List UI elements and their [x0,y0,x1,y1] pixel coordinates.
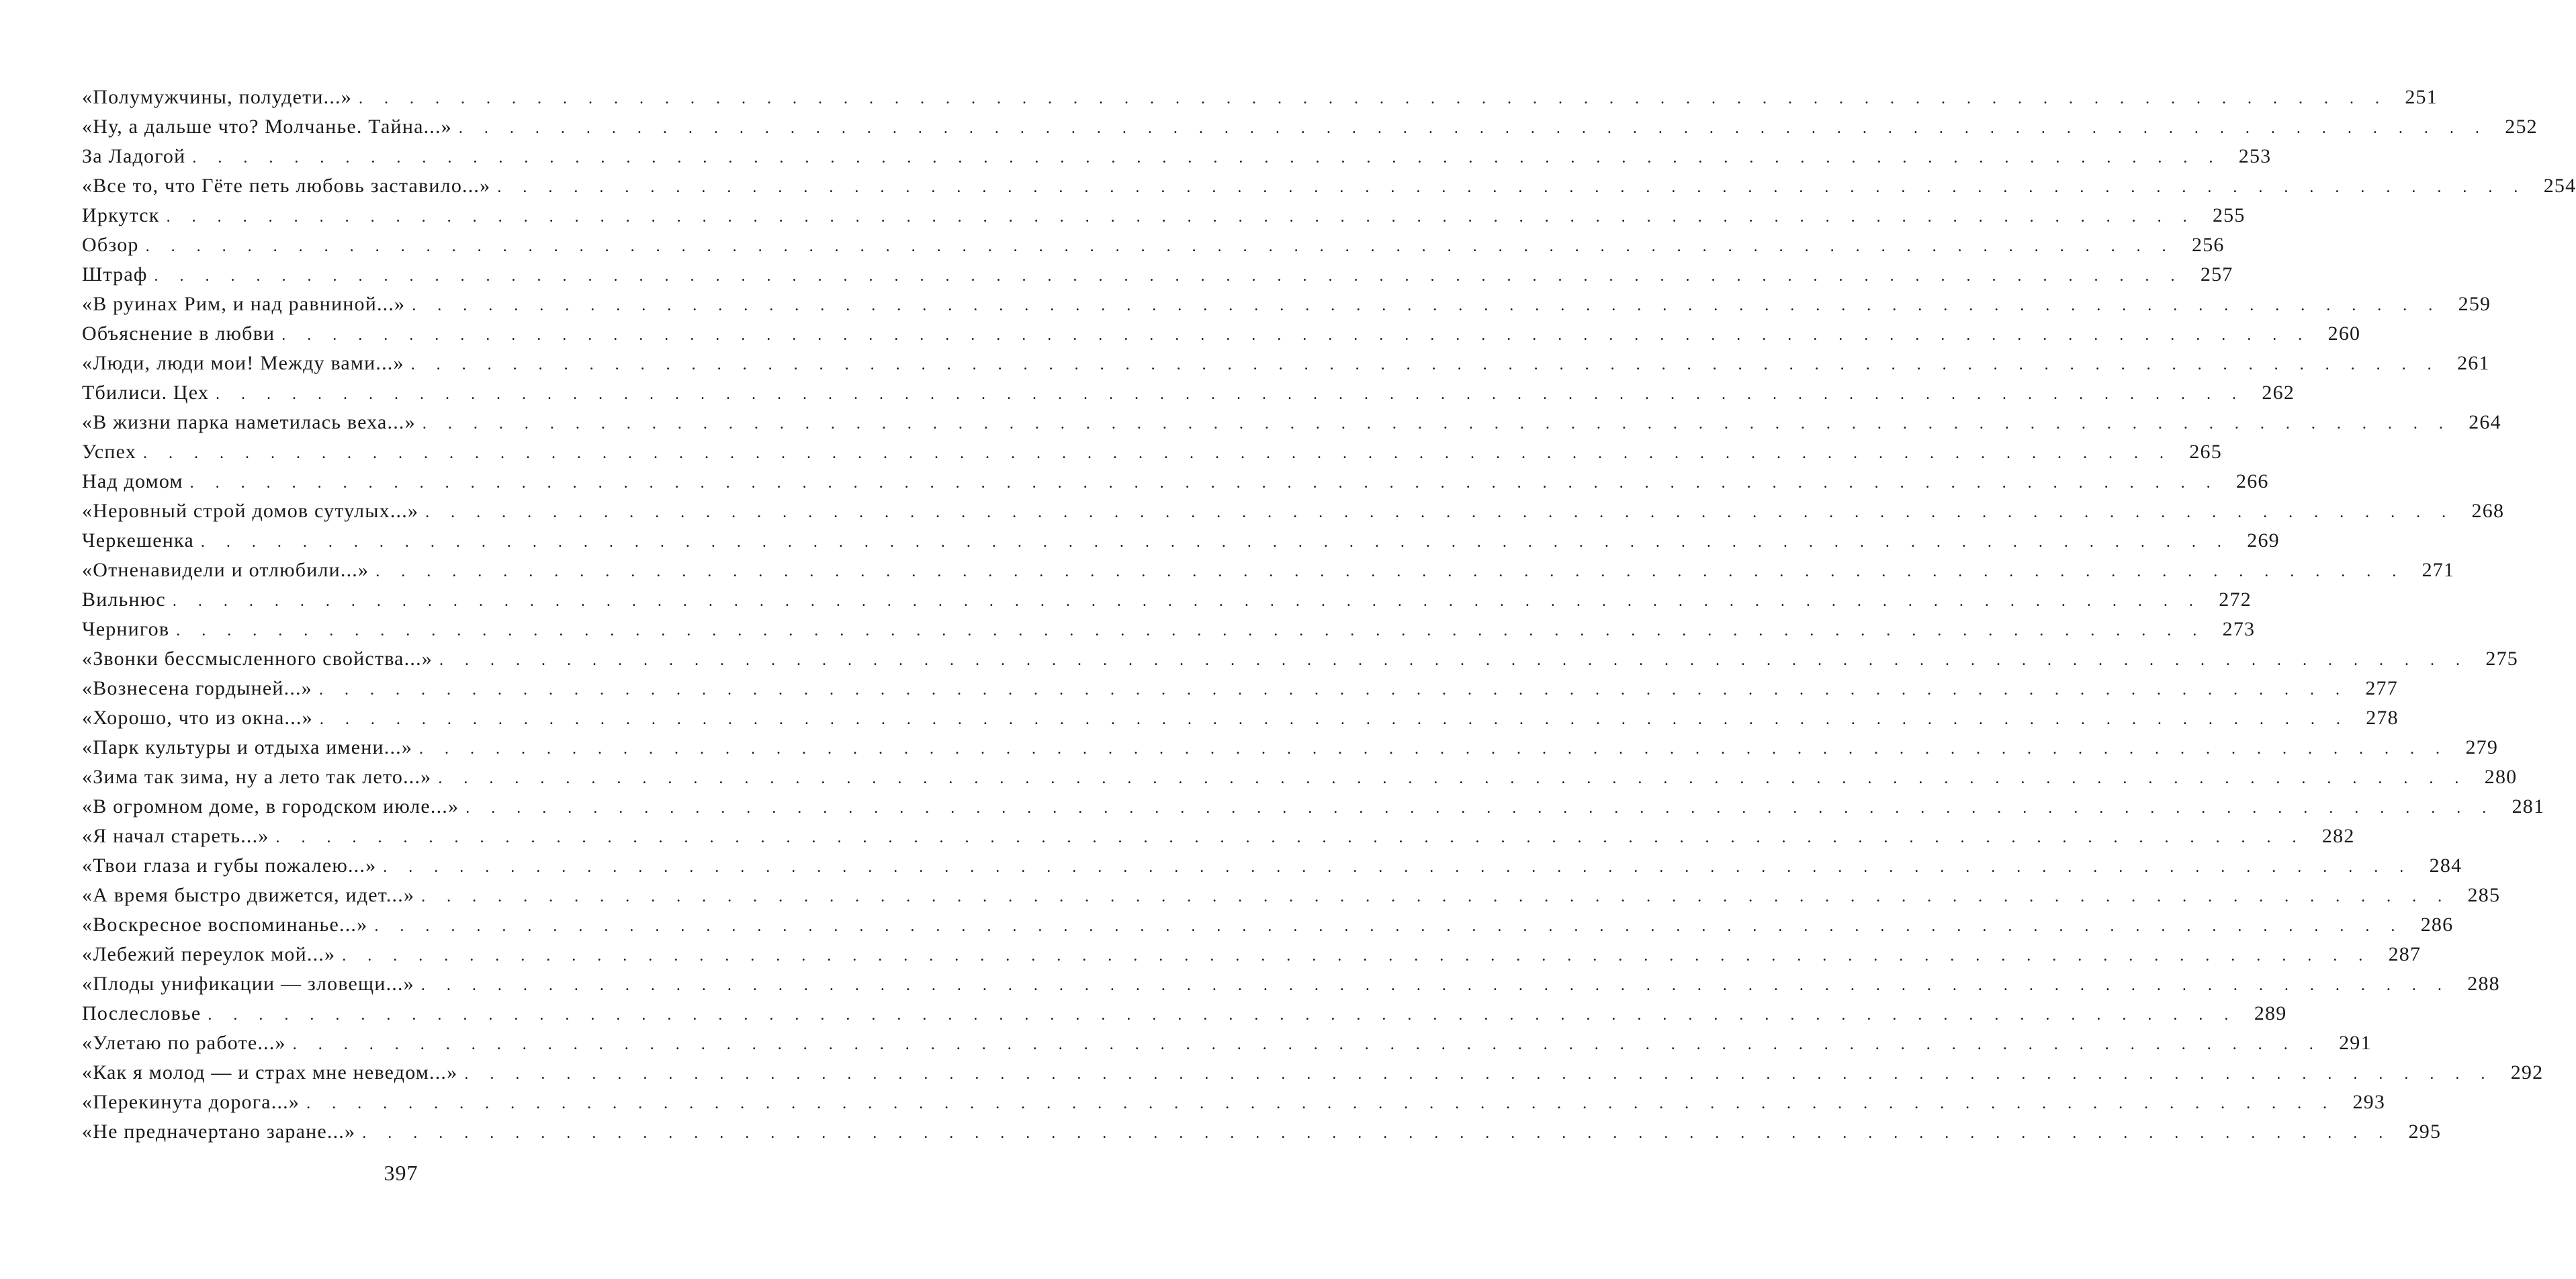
toc-entry-page: 293 [2352,1091,2386,1113]
toc-entry [82,825,2355,854]
toc-entry-title: «Все то, что Гёте петь любовь заставило...» [82,175,491,197]
dot-leader: . . . . . . . . . . . . . . . . . . . . . . . . . . . . . . . . . . . . . . . . . . . . . . . . . . . . . . . . . . . . . . . . . . . . . . . . . . . . . . . . [142,445,2172,462]
dot-leader: . . . . . . . . . . . . . . . . . . . . . . . . . . . . . . . . . . . . . . . . . . . . . . . . . . . . . . . . . . . . . . . . . . . . . . . . . . . . . . . . [306,1095,2336,1112]
toc-entry-page: 282 [2321,825,2355,847]
toc-entry [82,588,2252,618]
toc-entry-title: «Парк культуры и отдыха имени...» [82,736,413,758]
dot-leader: . . . . . . . . . . . . . . . . . . . . . . . . . . . . . . . . . . . . . . . . . . . . . . . . . . . . . . . . . . . . . . . . . . . . . . . . . . . . . . . . [458,120,2488,137]
toc-entry-title: Успех [82,441,136,463]
table-of-contents [82,86,2576,1150]
toc-entry-title: «А время быстро движется, идет...» [82,884,415,906]
dot-leader: . . . . . . . . . . . . . . . . . . . . . . . . . . . . . . . . . . . . . . . . . . . . . . . . . . . . . . . . . . . . . . . . . . . . . . . . . . . . . . . . [375,563,2405,580]
toc-entry [82,1061,2544,1091]
dot-leader: . . . . . . . . . . . . . . . . . . . . . . . . . . . . . . . . . . . . . . . . . . . . . . . . . . . . . . . . . . . . . . . . . . . . . . . . . . . . . . . . [318,681,2348,699]
toc-entry [82,293,2491,322]
toc-entry [82,766,2518,795]
toc-entry-title: «Зима так зима, ну а лето так лето...» [82,766,432,788]
toc-entry [82,618,2256,648]
toc-entry [82,707,2399,736]
dot-leader: . . . . . . . . . . . . . . . . . . . . . . . . . . . . . . . . . . . . . . . . . . . . . . . . . . . . . . . . . . . . . . . . . . . . . . . . . . . . . . . . [419,740,2449,758]
toc-entry [82,411,2501,441]
toc-entry [82,441,2222,470]
toc-entry-page: 277 [2365,677,2398,699]
toc-entry-page: 264 [2469,411,2501,433]
toc-entry-title: «Воскресное воспоминанье...» [82,914,368,936]
toc-entry-page: 286 [2420,914,2454,936]
toc-entry [82,1091,2386,1120]
toc-entry-page: 265 [2189,441,2222,463]
dot-leader: . . . . . . . . . . . . . . . . . . . . . . . . . . . . . . . . . . . . . . . . . . . . . . . . . . . . . . . . . . . . . . . . . . . . . . . . . . . . . . . . [464,1065,2494,1083]
dot-leader: . . . . . . . . . . . . . . . . . . . . . . . . . . . . . . . . . . . . . . . . . . . . . . . . . . . . . . . . . . . . . . . . . . . . . . . . . . . . . . . . [145,238,2175,255]
dot-leader: . . . . . . . . . . . . . . . . . . . . . . . . . . . . . . . . . . . . . . . . . . . . . . . . . . . . . . . . . . . . . . . . . . . . . . . . . . . . . . . . [425,504,2455,521]
toc-entry-title: Обзор [82,234,139,256]
dot-leader: . . . . . . . . . . . . . . . . . . . . . . . . . . . . . . . . . . . . . . . . . . . . . . . . . . . . . . . . . . . . . . . . . . . . . . . . . . . . . . . . [319,711,2349,728]
dot-leader: . . . . . . . . . . . . . . . . . . . . . . . . . . . . . . . . . . . . . . . . . . . . . . . . . . . . . . . . . . . . . . . . . . . . . . . . . . . . . . . . [383,858,2413,876]
toc-entry-page: 288 [2467,973,2500,995]
toc-entry-page: 279 [2465,736,2499,758]
toc-entry-title: «Звонки бессмысленного свойства...» [82,648,433,670]
toc-entry-title: Послесловье [82,1002,202,1024]
dot-leader: . . . . . . . . . . . . . . . . . . . . . . . . . . . . . . . . . . . . . . . . . . . . . . . . . . . . . . . . . . . . . . . . . . . . . . . . . . . . . . . . [189,474,2219,492]
toc-entry [82,322,2361,352]
dot-leader: . . . . . . . . . . . . . . . . . . . . . . . . . . . . . . . . . . . . . . . . . . . . . . . . . . . . . . . . . . . . . . . . . . . . . . . . . . . . . . . . [281,326,2311,344]
toc-entry-title: «Не предначертано заране...» [82,1120,356,1143]
toc-entry-page: 278 [2366,707,2399,729]
toc-entry-page: 280 [2484,766,2518,788]
toc-entry-page: 261 [2457,352,2490,374]
toc-entry-title: «Твои глаза и губы пожалею...» [82,854,377,877]
dot-leader: . . . . . . . . . . . . . . . . . . . . . . . . . . . . . . . . . . . . . . . . . . . . . . . . . . . . . . . . . . . . . . . . . . . . . . . . . . . . . . . . [166,208,2196,226]
toc-entry [82,86,2438,116]
toc-entry-title: «В руинах Рим, и над равниной...» [82,293,406,315]
toc-entry-title: «Ну, а дальше что? Молчанье. Тайна...» [82,116,452,138]
dot-leader: . . . . . . . . . . . . . . . . . . . . . . . . . . . . . . . . . . . . . . . . . . . . . . . . . . . . . . . . . . . . . . . . . . . . . . . . . . . . . . . . [438,770,2468,787]
toc-entry-title: Штраф [82,263,148,285]
toc-entry-title: Объяснение в любви [82,322,275,345]
toc-entry [82,500,2505,529]
dot-leader: . . . . . . . . . . . . . . . . . . . . . . . . . . . . . . . . . . . . . . . . . . . . . . . . . . . . . . . . . . . . . . . . . . . . . . . . . . . . . . . . [422,415,2452,433]
toc-entry [82,529,2280,559]
toc-entry [82,382,2295,411]
toc-entry [82,1002,2287,1032]
toc-entry [82,559,2455,588]
toc-entry-page: 272 [2219,588,2252,611]
toc-entry [82,943,2422,973]
toc-entry [82,736,2499,766]
toc-entry-page: 260 [2327,322,2361,345]
dot-leader: . . . . . . . . . . . . . . . . . . . . . . . . . . . . . . . . . . . . . . . . . . . . . . . . . . . . . . . . . . . . . . . . . . . . . . . . . . . . . . . . [465,799,2495,817]
toc-entry-title: «Как я молод — и страх мне неведом...» [82,1061,458,1084]
toc-entry-page: 273 [2222,618,2256,640]
toc-entry [82,973,2500,1002]
toc-entry [82,914,2454,943]
toc-entry-title: Тбилиси. Цех [82,382,210,404]
toc-entry-title: «Вознесена гордыней...» [82,677,312,699]
toc-entry [82,204,2246,234]
toc-entry-page: 271 [2422,559,2455,581]
dot-leader: . . . . . . . . . . . . . . . . . . . . . . . . . . . . . . . . . . . . . . . . . . . . . . . . . . . . . . . . . . . . . . . . . . . . . . . . . . . . . . . . [172,592,2202,610]
toc-entry-page: 295 [2408,1120,2442,1143]
toc-entry [82,175,2576,204]
toc-entry-page: 252 [2505,116,2538,138]
toc-entry-page: 255 [2212,204,2246,226]
toc-entry [82,677,2398,707]
toc-entry [82,648,2518,677]
toc-entry-title: «Плоды унификации — зловещи...» [82,973,414,995]
toc-entry [82,263,2233,293]
toc-entry [82,854,2462,884]
toc-entry-title: «Перекинута дорога...» [82,1091,300,1113]
toc-entry-title: «Лебежий переулок мой...» [82,943,336,965]
toc-entry-title: За Ладогой [82,145,186,167]
toc-entry-page: 281 [2512,795,2545,818]
dot-leader: . . . . . . . . . . . . . . . . . . . . . . . . . . . . . . . . . . . . . . . . . . . . . . . . . . . . . . . . . . . . . . . . . . . . . . . . . . . . . . . . [176,622,2206,640]
dot-leader: . . . . . . . . . . . . . . . . . . . . . . . . . . . . . . . . . . . . . . . . . . . . . . . . . . . . . . . . . . . . . . . . . . . . . . . . . . . . . . . . [362,1124,2392,1142]
toc-entry-page: 259 [2458,293,2491,315]
toc-entry-page: 262 [2262,382,2295,404]
dot-leader: . . . . . . . . . . . . . . . . . . . . . . . . . . . . . . . . . . . . . . . . . . . . . . . . . . . . . . . . . . . . . . . . . . . . . . . . . . . . . . . . [358,90,2388,107]
dot-leader: . . . . . . . . . . . . . . . . . . . . . . . . . . . . . . . . . . . . . . . . . . . . . . . . . . . . . . . . . . . . . . . . . . . . . . . . . . . . . . . . [497,179,2527,196]
toc-entry-page: 292 [2510,1061,2544,1084]
dot-leader: . . . . . . . . . . . . . . . . . . . . . . . . . . . . . . . . . . . . . . . . . . . . . . . . . . . . . . . . . . . . . . . . . . . . . . . . . . . . . . . . [208,1006,2237,1024]
toc-entry-page: 269 [2247,529,2280,552]
toc-entry-title: «Улетаю по работе...» [82,1032,286,1054]
toc-entry-page: 257 [2200,263,2233,285]
toc-entry-page: 275 [2485,648,2518,670]
dot-leader: . . . . . . . . . . . . . . . . . . . . . . . . . . . . . . . . . . . . . . . . . . . . . . . . . . . . . . . . . . . . . . . . . . . . . . . . . . . . . . . . [154,267,2184,285]
toc-entry [82,145,2272,175]
toc-entry-page: 254 [2543,175,2576,197]
toc-entry-page: 285 [2467,884,2501,906]
toc-entry-title: Над домом [82,470,183,492]
dot-leader: . . . . . . . . . . . . . . . . . . . . . . . . . . . . . . . . . . . . . . . . . . . . . . . . . . . . . . . . . . . . . . . . . . . . . . . . . . . . . . . . [410,356,2440,373]
toc-entry-page: 253 [2238,145,2272,167]
dot-leader: . . . . . . . . . . . . . . . . . . . . . . . . . . . . . . . . . . . . . . . . . . . . . . . . . . . . . . . . . . . . . . . . . . . . . . . . . . . . . . . . [421,888,2451,906]
toc-entry-page: 287 [2388,943,2422,965]
toc-entry-title: «Неровный строй домов сутулых...» [82,500,419,522]
toc-entry-title: Чернигов [82,618,170,640]
toc-entry [82,884,2501,914]
toc-entry-page: 289 [2254,1002,2287,1024]
dot-leader: . . . . . . . . . . . . . . . . . . . . . . . . . . . . . . . . . . . . . . . . . . . . . . . . . . . . . . . . . . . . . . . . . . . . . . . . . . . . . . . . [439,652,2469,669]
toc-entry-title: «Люди, люди мои! Между вами...» [82,352,404,374]
toc-entry [82,795,2545,825]
toc-entry-title: «В огромном доме, в городском июле...» [82,795,459,818]
dot-leader: . . . . . . . . . . . . . . . . . . . . . . . . . . . . . . . . . . . . . . . . . . . . . . . . . . . . . . . . . . . . . . . . . . . . . . . . . . . . . . . . [192,149,2222,167]
toc-entry [82,1032,2372,1061]
toc-entry-page: 284 [2429,854,2462,877]
dot-leader: . . . . . . . . . . . . . . . . . . . . . . . . . . . . . . . . . . . . . . . . . . . . . . . . . . . . . . . . . . . . . . . . . . . . . . . . . . . . . . . . [420,977,2450,994]
dot-leader: . . . . . . . . . . . . . . . . . . . . . . . . . . . . . . . . . . . . . . . . . . . . . . . . . . . . . . . . . . . . . . . . . . . . . . . . . . . . . . . . [216,386,2246,403]
toc-entry-title: «Я начал стареть...» [82,825,269,847]
toc-entry-title: «Отненавидели и отлюбили...» [82,559,369,581]
toc-entry-page: 266 [2236,470,2269,492]
toc-entry [82,234,2225,263]
page-number: 397 [384,1161,418,1185]
dot-leader: . . . . . . . . . . . . . . . . . . . . . . . . . . . . . . . . . . . . . . . . . . . . . . . . . . . . . . . . . . . . . . . . . . . . . . . . . . . . . . . . [342,947,2372,965]
dot-leader: . . . . . . . . . . . . . . . . . . . . . . . . . . . . . . . . . . . . . . . . . . . . . . . . . . . . . . . . . . . . . . . . . . . . . . . . . . . . . . . . [292,1036,2322,1053]
toc-entry [82,352,2490,382]
toc-entry [82,116,2538,145]
toc-entry-page: 251 [2405,86,2438,108]
toc-entry-page: 268 [2471,500,2505,522]
toc-entry-title: Вильнюс [82,588,166,611]
dot-leader: . . . . . . . . . . . . . . . . . . . . . . . . . . . . . . . . . . . . . . . . . . . . . . . . . . . . . . . . . . . . . . . . . . . . . . . . . . . . . . . . [374,918,2404,935]
toc-entry-title: «Хорошо, что из окна...» [82,707,313,729]
toc-entry [82,1120,2442,1150]
dot-leader: . . . . . . . . . . . . . . . . . . . . . . . . . . . . . . . . . . . . . . . . . . . . . . . . . . . . . . . . . . . . . . . . . . . . . . . . . . . . . . . . [412,297,2442,314]
toc-entry-title: «Полумужчины, полудети...» [82,86,352,108]
dot-leader: . . . . . . . . . . . . . . . . . . . . . . . . . . . . . . . . . . . . . . . . . . . . . . . . . . . . . . . . . . . . . . . . . . . . . . . . . . . . . . . . [200,533,2230,551]
toc-entry-title: Черкешенка [82,529,194,552]
toc-entry-page: 256 [2192,234,2225,256]
toc-entry-page: 291 [2339,1032,2372,1054]
dot-leader: . . . . . . . . . . . . . . . . . . . . . . . . . . . . . . . . . . . . . . . . . . . . . . . . . . . . . . . . . . . . . . . . . . . . . . . . . . . . . . . . [275,829,2305,846]
toc-entry [82,470,2269,500]
toc-entry-title: Иркутск [82,204,160,226]
toc-entry-title: «В жизни парка наметилась веха...» [82,411,416,433]
